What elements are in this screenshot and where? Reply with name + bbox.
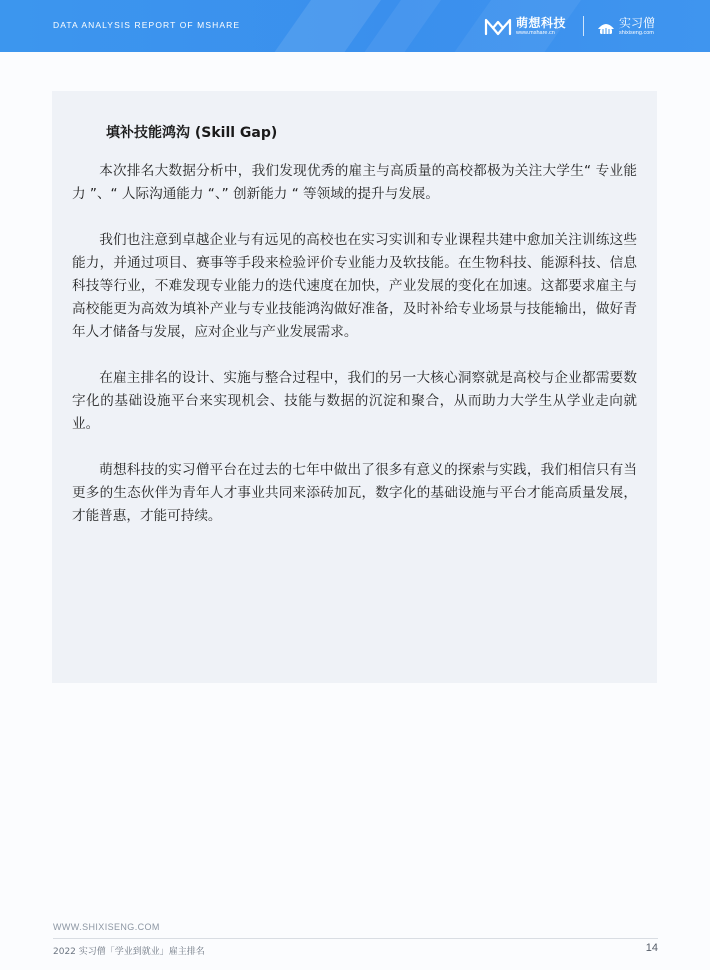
shixiseng-brand-name: 实习僧 <box>619 16 656 31</box>
content-panel <box>52 91 657 683</box>
paragraph-1: 本次排名大数据分析中，我们发现优秀的雇主与高质量的高校都极为关注大学生“ 专业能力 ”、“ 人际沟通能力 “、” 创新能力 “ 等领域的提升与发展。 <box>72 163 637 202</box>
section-heading: 填补技能鸿沟 (Skill Gap) <box>106 125 278 141</box>
footer-divider <box>53 938 658 939</box>
site-url: WWW.SHIXISENG.COM <box>53 922 160 932</box>
mshare-brand <box>484 14 566 40</box>
paragraph-2: 我们也注意到卓越企业与有远见的高校也在实习实训和专业课程共建中愈加关注训练这些能力，并通过项目、赛事等手段来检验评价专业能力及软技能。在生物科技、能源科技、信息科技等行业，不难发现专业能力的迭代速度在加快，产业发展的变化在加速。这都要求雇主与高校能更为高效为填补产业与专业技能鸿沟做好准备，及时补给专业场景与技能输出，做好青年人才储备与发展，应对企业与产业发展需求。 <box>72 232 637 340</box>
mshare-brand-name: 萌想科技 <box>516 16 567 31</box>
shixiseng-logo-icon <box>596 17 616 37</box>
report-title: DATA ANALYSIS REPORT OF MSHARE <box>53 20 241 30</box>
mshare-brand-url: www.mshare.cn <box>516 30 555 37</box>
page-number: 14 <box>645 942 658 954</box>
body-text <box>72 160 637 551</box>
paragraph-3: 在雇主排名的设计、实施与整合过程中，我们的另一大核心洞察就是高校与企业都需要数字化的基础设施平台来实现机会、技能与数据的沉淀和聚合，从而助力大学生从学业走向就业。 <box>72 370 637 432</box>
shixiseng-brand-url: shixiseng.com <box>619 30 654 37</box>
footer-caption: 2022 实习僧「学业到就业」雇主排名 <box>53 947 205 957</box>
shixiseng-brand <box>596 14 655 40</box>
m-logo-icon <box>484 17 512 37</box>
page-header <box>0 0 710 52</box>
paragraph-4: 萌想科技的实习僧平台在过去的七年中做出了很多有意义的探索与实践，我们相信只有当更多的生态伙伴为青年人才事业共同来添砖加瓦，数字化的基础设施与平台才能高质量发展，才能普惠，才能可持续。 <box>72 462 637 524</box>
brand-divider <box>583 16 584 36</box>
